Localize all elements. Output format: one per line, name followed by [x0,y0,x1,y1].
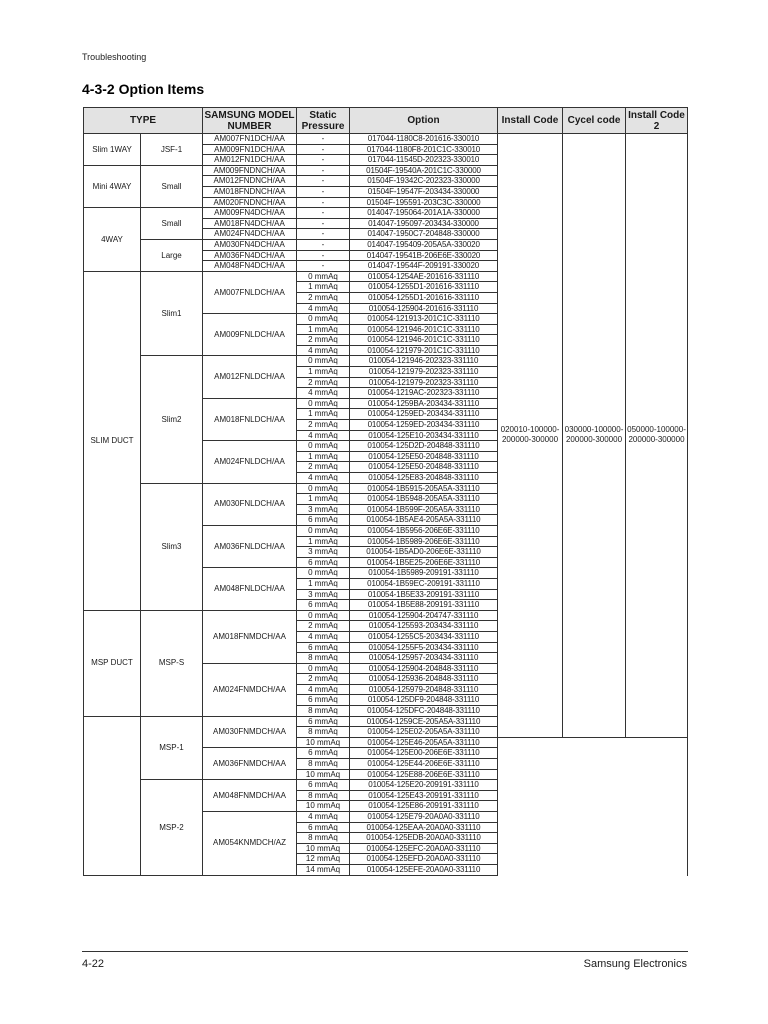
col-header-static-pressure: Static Pressure [297,108,350,134]
static-pressure-cell: 4 mmAq [297,684,350,695]
static-pressure-cell: 8 mmAq [297,727,350,738]
option-cell: 010054-125E10-203434-331110 [350,430,498,441]
option-cell: 010054-1B5AE4-205A5A-331110 [350,515,498,526]
static-pressure-cell: - [297,155,350,166]
subtype-cell: JSF-1 [141,134,203,166]
static-pressure-cell: 1 mmAq [297,324,350,335]
static-pressure-cell: 8 mmAq [297,759,350,770]
option-cell: 010054-1255C5-203434-331110 [350,631,498,642]
option-cell: 010054-1B5E88-209191-331110 [350,600,498,611]
static-pressure-cell: 8 mmAq [297,653,350,664]
option-cell: 010054-125E20-209191-331110 [350,780,498,791]
static-pressure-cell: 10 mmAq [297,843,350,854]
option-cell: 010054-1B5989-206E6E-331110 [350,536,498,547]
model-cell: AM009FNLDCH/AA [203,314,297,356]
option-cell: 010054-125DFC-204848-331110 [350,706,498,717]
type-cell: SLIM DUCT [84,271,141,610]
static-pressure-cell: 10 mmAq [297,801,350,812]
model-cell: AM018FNLDCH/AA [203,398,297,440]
option-cell: 01504F-19342C-202323-330000 [350,176,498,187]
model-cell: AM036FNLDCH/AA [203,525,297,567]
option-cell: 010054-125E46-205A5A-331110 [350,737,498,748]
option-cell: 01504F-195591-203C3C-330000 [350,197,498,208]
static-pressure-cell: 0 mmAq [297,398,350,409]
option-cell: 014047-195064-201A1A-330000 [350,208,498,219]
model-cell: AM009FN4DCH/AA [203,208,297,219]
static-pressure-cell: - [297,144,350,155]
col-header-install-code-2: Install Code 2 [626,108,688,134]
option-cell: 010054-1B5E25-206E6E-331110 [350,557,498,568]
model-cell: AM012FNDNCH/AA [203,176,297,187]
option-cell: 010054-125EAA-20A0A0-331110 [350,822,498,833]
static-pressure-cell: 6 mmAq [297,822,350,833]
option-cell: 010054-1254AE-201616-331110 [350,271,498,282]
cycle-code-cell: 030000-100000-200000-300000 [563,134,626,738]
option-cell: 010054-125EDB-20A0A0-331110 [350,833,498,844]
static-pressure-cell: - [297,197,350,208]
static-pressure-cell: 2 mmAq [297,420,350,431]
model-cell: AM048FNMDCH/AA [203,780,297,812]
static-pressure-cell: - [297,208,350,219]
table-row [84,780,688,791]
static-pressure-cell: 4 mmAq [297,388,350,399]
model-cell: AM012FNLDCH/AA [203,356,297,398]
static-pressure-cell: 4 mmAq [297,812,350,823]
col-header-install-code: Install Code [498,108,563,134]
option-cell: 010054-1B5948-205A5A-331110 [350,494,498,505]
option-cell: 010054-125DF9-204848-331110 [350,695,498,706]
option-cell: 010054-121946-202323-331110 [350,356,498,367]
type-cell: Slim 1WAY [84,134,141,166]
subtype-cell: Slim3 [141,483,203,610]
model-cell: AM030FNMDCH/AA [203,716,297,748]
model-cell: AM018FNDNCH/AA [203,186,297,197]
static-pressure-cell: 0 mmAq [297,663,350,674]
option-cell: 010054-125E86-209191-331110 [350,801,498,812]
section-title: 4-3-2 Option Items [82,81,205,97]
static-pressure-cell: - [297,186,350,197]
model-cell: AM009FN1DCH/AA [203,144,297,155]
static-pressure-cell: - [297,239,350,250]
static-pressure-cell: 2 mmAq [297,462,350,473]
model-cell: AM036FNMDCH/AA [203,748,297,780]
static-pressure-cell: 1 mmAq [297,409,350,420]
static-pressure-cell: 4 mmAq [297,631,350,642]
static-pressure-cell: 0 mmAq [297,483,350,494]
option-cell: 010054-125E50-204848-331110 [350,451,498,462]
static-pressure-cell: 0 mmAq [297,525,350,536]
option-cell: 010054-121979-202323-331110 [350,367,498,378]
model-cell: AM024FN4DCH/AA [203,229,297,240]
static-pressure-cell: 2 mmAq [297,377,350,388]
footer-company: Samsung Electronics [583,958,687,970]
option-cell: 010054-125979-204848-331110 [350,684,498,695]
type-cell: 4WAY [84,208,141,272]
static-pressure-cell: 14 mmAq [297,864,350,875]
static-pressure-cell: 8 mmAq [297,706,350,717]
static-pressure-cell: 1 mmAq [297,536,350,547]
model-cell: AM020FNDNCH/AA [203,197,297,208]
subtype-cell: Small [141,208,203,240]
option-cell: 010054-1259CE-205A5A-331110 [350,716,498,727]
static-pressure-cell: - [297,229,350,240]
static-pressure-cell: - [297,261,350,272]
option-cell: 010054-121946-201C1C-331110 [350,335,498,346]
model-cell: AM030FN4DCH/AA [203,239,297,250]
option-cell: 010054-1B5956-206E6E-331110 [350,525,498,536]
option-cell: 010054-125EFE-20A0A0-331110 [350,864,498,875]
option-cell: 010054-125D2D-204848-331110 [350,441,498,452]
subtype-cell: MSP-2 [141,780,203,875]
option-cell: 010054-1259ED-203434-331110 [350,409,498,420]
static-pressure-cell: 8 mmAq [297,833,350,844]
static-pressure-cell: 2 mmAq [297,621,350,632]
static-pressure-cell: 2 mmAq [297,335,350,346]
option-cell: 014047-19544F-209191-330020 [350,261,498,272]
model-cell: AM036FN4DCH/AA [203,250,297,261]
model-cell: AM024FNMDCH/AA [203,663,297,716]
static-pressure-cell: 6 mmAq [297,695,350,706]
static-pressure-cell: - [297,250,350,261]
option-items-table [83,107,688,876]
page-number: 4-22 [82,958,105,970]
type-cell: Mini 4WAY [84,165,141,207]
model-cell: AM030FNLDCH/AA [203,483,297,525]
static-pressure-cell: 1 mmAq [297,578,350,589]
col-header-type: TYPE [84,108,203,134]
model-cell: AM048FNLDCH/AA [203,568,297,610]
option-cell: 010054-1255D1-201616-331110 [350,282,498,293]
option-cell: 010054-125E44-206E6E-331110 [350,759,498,770]
static-pressure-cell: 8 mmAq [297,790,350,801]
static-pressure-cell: 10 mmAq [297,769,350,780]
model-cell: AM007FNLDCH/AA [203,271,297,313]
option-cell: 010054-125E88-206E6E-331110 [350,769,498,780]
static-pressure-cell: 3 mmAq [297,504,350,515]
model-cell: AM009FNDNCH/AA [203,165,297,176]
static-pressure-cell: - [297,165,350,176]
static-pressure-cell: 0 mmAq [297,356,350,367]
subtype-cell: Slim1 [141,271,203,356]
static-pressure-cell: 0 mmAq [297,610,350,621]
col-header-cycle-code: Cycel code [563,108,626,134]
static-pressure-cell: 6 mmAq [297,748,350,759]
model-cell: AM054KNMDCH/AZ [203,812,297,876]
option-cell: 010054-125EFD-20A0A0-331110 [350,854,498,865]
static-pressure-cell: 1 mmAq [297,367,350,378]
static-pressure-cell: 0 mmAq [297,568,350,579]
subtype-cell: Large [141,239,203,271]
option-cell: 017044-1180F8-201C1C-330010 [350,144,498,155]
option-cell: 010054-125936-204848-331110 [350,674,498,685]
static-pressure-cell: 6 mmAq [297,716,350,727]
option-cell: 010054-1B5989-209191-331110 [350,568,498,579]
option-cell: 010054-1259ED-203434-331110 [350,420,498,431]
option-cell: 010054-125957-203434-331110 [350,653,498,664]
install-code-cell: 020010-100000-200000-300000 [498,134,563,738]
option-cell: 010054-125904-201616-331110 [350,303,498,314]
section-header: Troubleshooting [82,52,147,62]
static-pressure-cell: 4 mmAq [297,430,350,441]
option-cell: 010054-125E79-20A0A0-331110 [350,812,498,823]
option-cell: 014047-195409-205A5A-330020 [350,239,498,250]
model-cell: AM048FN4DCH/AA [203,261,297,272]
option-cell: 010054-1259BA-203434-331110 [350,398,498,409]
model-cell: AM018FN4DCH/AA [203,218,297,229]
option-cell: 010054-125904-204747-331110 [350,610,498,621]
table-row [84,134,688,145]
static-pressure-cell: 4 mmAq [297,345,350,356]
model-cell: AM012FN1DCH/AA [203,155,297,166]
static-pressure-cell: 0 mmAq [297,271,350,282]
option-cell: 010054-125904-204848-331110 [350,663,498,674]
install-code-2-cell: 050000-100000-200000-300000 [626,134,688,738]
option-cell: 010054-1B599F-205A5A-331110 [350,504,498,515]
type-cell-blank [84,716,141,875]
model-cell: AM024FNLDCH/AA [203,441,297,483]
static-pressure-cell: 6 mmAq [297,557,350,568]
option-cell: 010054-121913-201C1C-331110 [350,314,498,325]
type-cell: MSP DUCT [84,610,141,716]
static-pressure-cell: 0 mmAq [297,441,350,452]
table-header-row [84,108,688,134]
static-pressure-cell: 6 mmAq [297,780,350,791]
option-cell: 010054-125E43-209191-331110 [350,790,498,801]
option-cell: 010054-1255F5-203434-331110 [350,642,498,653]
static-pressure-cell: 6 mmAq [297,642,350,653]
option-cell: 010054-125E83-204848-331110 [350,473,498,484]
option-cell: 010054-121946-201C1C-331110 [350,324,498,335]
option-cell: 014047-195097-203434-330000 [350,218,498,229]
static-pressure-cell: 1 mmAq [297,494,350,505]
subtype-cell: Small [141,165,203,207]
static-pressure-cell: 1 mmAq [297,451,350,462]
col-header-model: SAMSUNG MODEL NUMBER [204,109,295,132]
static-pressure-cell: - [297,134,350,145]
model-cell: AM018FNMDCH/AA [203,610,297,663]
option-cell: 010054-125E50-204848-331110 [350,462,498,473]
option-cell: 010054-1255D1-201616-331110 [350,292,498,303]
option-cell: 017044-1180C8-201616-330010 [350,134,498,145]
option-cell: 010054-121979-201C1C-331110 [350,345,498,356]
col-header-option: Option [350,108,498,134]
static-pressure-cell: - [297,218,350,229]
option-cell: 010054-1219AC-202323-331110 [350,388,498,399]
option-cell: 010054-125E02-205A5A-331110 [350,727,498,738]
option-cell: 010054-125E00-206E6E-331110 [350,748,498,759]
model-cell: AM007FN1DCH/AA [203,134,297,145]
option-cell: 017044-11545D-202323-330010 [350,155,498,166]
option-cell: 010054-1B5915-205A5A-331110 [350,483,498,494]
static-pressure-cell: 10 mmAq [297,737,350,748]
footer-divider [82,951,688,952]
option-cell: 010054-1B59EC-209191-331110 [350,578,498,589]
static-pressure-cell: 2 mmAq [297,674,350,685]
subtype-cell: MSP-1 [141,716,203,780]
static-pressure-cell: 6 mmAq [297,515,350,526]
option-cell: 010054-1B5AD0-206E6E-331110 [350,547,498,558]
option-cell: 01504F-19540A-201C1C-330000 [350,165,498,176]
static-pressure-cell: 4 mmAq [297,303,350,314]
option-cell: 010054-125EFC-20A0A0-331110 [350,843,498,854]
static-pressure-cell: 12 mmAq [297,854,350,865]
static-pressure-cell: 0 mmAq [297,314,350,325]
option-cell: 01504F-19547F-203434-330000 [350,186,498,197]
static-pressure-cell: 4 mmAq [297,473,350,484]
option-cell: 014047-1950C7-204848-330000 [350,229,498,240]
option-cell: 010054-1B5E33-209191-331110 [350,589,498,600]
subtype-cell: Slim2 [141,356,203,483]
subtype-cell: MSP-S [141,610,203,716]
option-cell: 010054-121979-202323-331110 [350,377,498,388]
static-pressure-cell: 3 mmAq [297,589,350,600]
static-pressure-cell: 6 mmAq [297,600,350,611]
option-cell: 010054-125593-203434-331110 [350,621,498,632]
option-cell: 014047-19541B-206E6E-330020 [350,250,498,261]
static-pressure-cell: 1 mmAq [297,282,350,293]
static-pressure-cell: - [297,176,350,187]
static-pressure-cell: 3 mmAq [297,547,350,558]
static-pressure-cell: 2 mmAq [297,292,350,303]
